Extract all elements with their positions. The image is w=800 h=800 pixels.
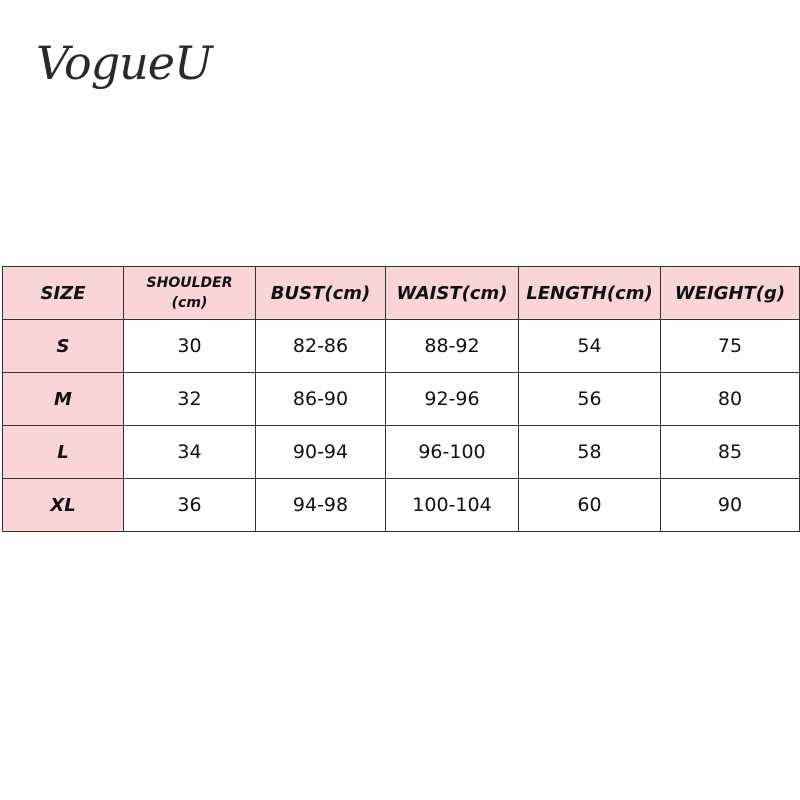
length-cell: 56 — [519, 373, 661, 426]
brand-logo: VogueU — [36, 36, 212, 90]
weight-cell: 80 — [661, 373, 800, 426]
header-shoulder — [124, 267, 256, 320]
header-shoulder-unit: (cm) — [171, 295, 208, 311]
length-cell: 54 — [519, 320, 661, 373]
table-row — [3, 373, 800, 426]
length-cell: 60 — [519, 479, 661, 532]
bust-cell: 90-94 — [256, 426, 386, 479]
size-cell: S — [3, 320, 124, 373]
waist-cell: 96-100 — [386, 426, 519, 479]
size-cell: L — [3, 426, 124, 479]
size-chart-table — [2, 266, 800, 532]
table-row — [3, 479, 800, 532]
waist-cell: 92-96 — [386, 373, 519, 426]
shoulder-cell: 32 — [124, 373, 256, 426]
header-bust: BUST(cm) — [256, 267, 386, 320]
header-size: SIZE — [3, 267, 124, 320]
header-weight: WEIGHT(g) — [661, 267, 800, 320]
waist-cell: 100-104 — [386, 479, 519, 532]
waist-cell: 88-92 — [386, 320, 519, 373]
size-cell: XL — [3, 479, 124, 532]
header-waist: WAIST(cm) — [386, 267, 519, 320]
table-row — [3, 320, 800, 373]
header-length: LENGTH(cm) — [519, 267, 661, 320]
weight-cell: 90 — [661, 479, 800, 532]
bust-cell: 94-98 — [256, 479, 386, 532]
bust-cell: 82-86 — [256, 320, 386, 373]
shoulder-cell: 30 — [124, 320, 256, 373]
length-cell: 58 — [519, 426, 661, 479]
weight-cell: 85 — [661, 426, 800, 479]
size-cell: M — [3, 373, 124, 426]
header-shoulder-label: SHOULDER — [146, 275, 233, 291]
shoulder-cell: 36 — [124, 479, 256, 532]
bust-cell: 86-90 — [256, 373, 386, 426]
shoulder-cell: 34 — [124, 426, 256, 479]
table-row — [3, 426, 800, 479]
table-header-row — [3, 267, 800, 320]
weight-cell: 75 — [661, 320, 800, 373]
